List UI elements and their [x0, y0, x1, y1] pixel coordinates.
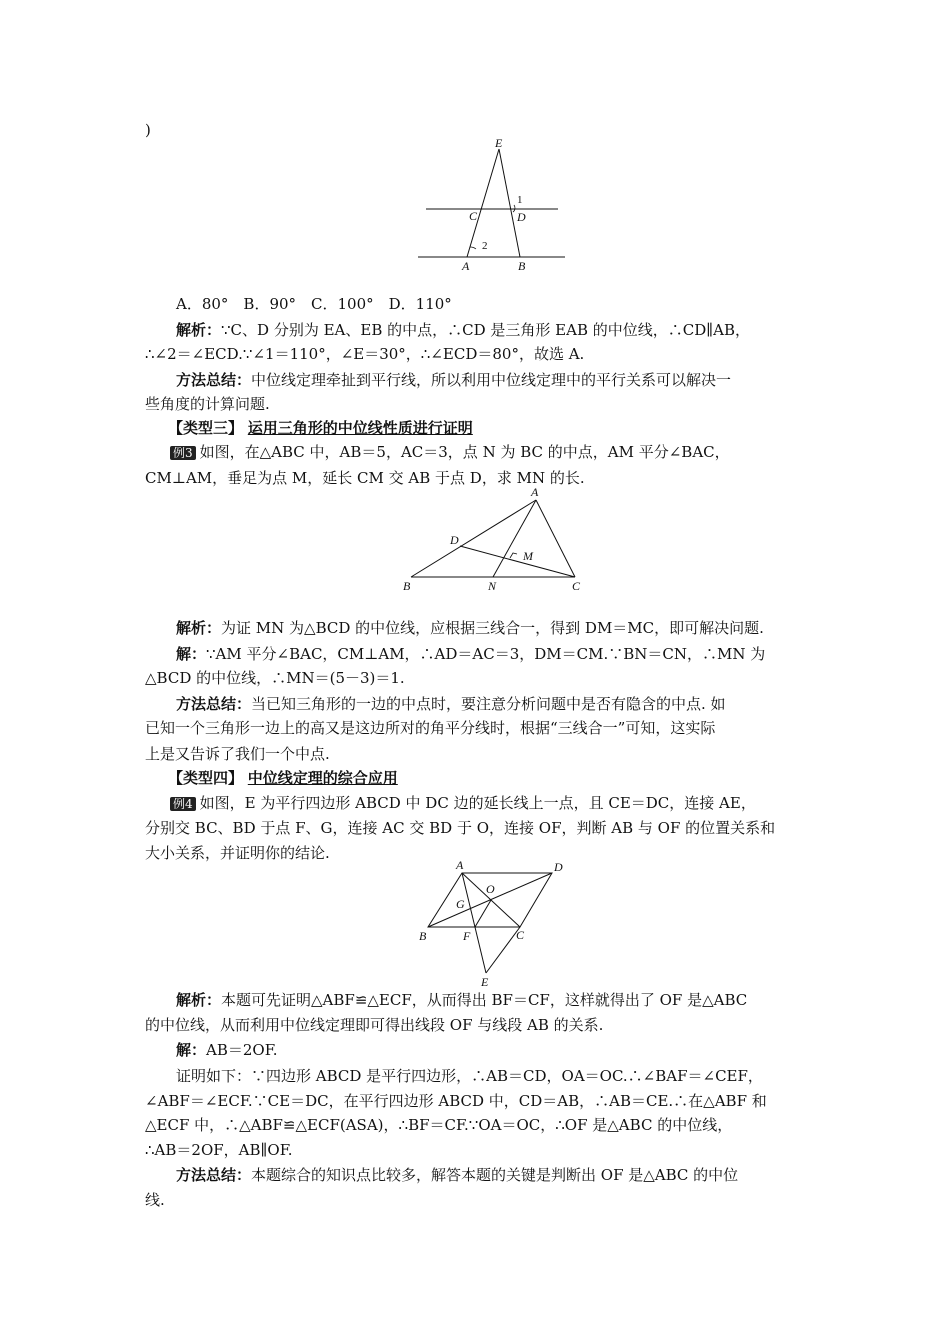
summary-1-line2: 些角度的计算问题. [145, 395, 270, 413]
segment-DC [460, 546, 575, 577]
type4-bracket: 【类型四】 [168, 769, 244, 787]
label-C: C [516, 928, 525, 942]
type3-title: 运用三角形的中位线性质进行证明 [247, 419, 473, 437]
segment-AB [411, 500, 536, 577]
summary-2-text: 当已知三角形的一边的中点时，要注意分析问题中是否有隐含的中点. 如 [251, 695, 726, 713]
segment-AN [493, 500, 536, 577]
proof-line3: △ECF 中，∴△ABF≌△ECF(ASA)，∴BF＝CF.∵OA＝OC，∴OF 是△ABC 的中位线， [145, 1116, 733, 1134]
label-E: E [495, 136, 503, 150]
label-C: C [572, 579, 581, 593]
analysis-label: 解析： [176, 321, 222, 339]
analysis-1-line2: ∴∠2＝∠ECD.∵∠1＝110°，∠E＝30°，∴∠ECD＝80°，故选 A. [145, 345, 585, 363]
summary-2-line3: 上是又告诉了我们一个中点. [145, 745, 330, 763]
angle-2-arc [470, 247, 476, 249]
summary-label: 方法总结： [176, 695, 252, 713]
summary-3 [176, 1165, 836, 1185]
summary-1 [176, 370, 836, 390]
label-B: B [518, 259, 526, 273]
summary-2 [176, 694, 836, 714]
analysis-3-text: 本题可先证明△ABF≌△ECF，从而得出 BF＝CF，这样就得出了 OF 是△ABC [221, 991, 748, 1009]
label-F: F [463, 929, 471, 943]
type4-title: 中位线定理的综合应用 [247, 769, 398, 787]
solution-2 [176, 644, 836, 664]
solution-label: 解： [176, 1041, 207, 1059]
section-type4 [168, 768, 828, 788]
section-type3 [168, 418, 828, 438]
summary-2-line2: 已知一个三角形一边上的高又是这边所对的角平分线时，根据“三线合一”可知，这实际 [145, 719, 716, 737]
example-4-line3: 大小关系，并证明你的结论. [145, 844, 330, 862]
proof-line4: ∴AB＝2OF，AB∥OF. [145, 1141, 293, 1159]
label-G: G [456, 897, 465, 911]
label-A: A [531, 485, 539, 499]
label-B: B [403, 579, 411, 593]
segment-CE [486, 927, 520, 973]
analysis-3-line2: 的中位线，从而利用中位线定理即可得出线段 OF 与线段 AB 的关系. [145, 1016, 604, 1034]
segment-AC [536, 500, 575, 577]
figure-parallelogram [410, 855, 570, 990]
analysis-3 [176, 990, 836, 1010]
solution-label: 解： [176, 645, 207, 663]
right-angle-mark [510, 553, 517, 558]
example-3-badge: 例3 [170, 446, 196, 460]
label-D: D [517, 210, 526, 224]
answer-choices: A．80° B．90° C．100° D．110° [176, 295, 452, 313]
analysis-2-text: 为证 MN 为△BCD 的中位线，应根据三线合一，得到 DM＝MC，即可解决问题. [221, 619, 764, 637]
summary-3-line2: 线. [145, 1191, 165, 1209]
label-D: D [554, 860, 563, 874]
label-M: M [523, 549, 533, 563]
proof-line2: ∠ABF＝∠ECF.∵CE＝DC，在平行四边形 ABCD 中，CD＝AB，∴AB＝CE.∴在△ABF 和 [145, 1092, 767, 1110]
solution-2-text: ∵AM 平分∠BAC，CM⊥AM，∴AD＝AC＝3，DM＝CM.∵BN＝CN，∴MN 为 [206, 645, 766, 663]
label-N: N [488, 579, 497, 593]
label-D: D [450, 533, 459, 547]
answer-3 [176, 1040, 836, 1060]
example-3 [170, 442, 830, 462]
analysis-label: 解析： [176, 619, 222, 637]
label-E: E [481, 975, 489, 989]
summary-1-text: 中位线定理牵扯到平行线，所以利用中位线定理中的平行关系可以解决一 [251, 371, 732, 389]
example-4-text: 如图，E 为平行四边形 ABCD 中 DC 边的延长线上一点，且 CE＝DC，连接 AE， [199, 794, 756, 812]
label-1: 1 [517, 194, 523, 206]
solution-2-line2: △BCD 的中位线，∴MN＝(5－3)＝1. [145, 669, 405, 687]
figure-triangle-median [395, 484, 595, 596]
label-A: A [456, 858, 464, 872]
segment-OF [475, 900, 491, 927]
summary-label: 方法总结： [176, 371, 252, 389]
segment-AE [462, 873, 486, 973]
analysis-2 [176, 618, 836, 638]
summary-label: 方法总结： [176, 1166, 252, 1184]
proof-line1: 证明如下：∵四边形 ABCD 是平行四边形，∴AB＝CD，OA＝OC.∴∠BAF＝∠CEF， [176, 1067, 763, 1085]
analysis-1-text: ∵C、D 分别为 EA、EB 的中点，∴CD 是三角形 EAB 的中位线，∴CD∥AB， [221, 321, 751, 339]
example-4-badge: 例4 [170, 797, 196, 811]
example-3-line2: CM⊥AM，垂足为点 M，延长 CM 交 AB 于点 D，求 MN 的长. [145, 469, 585, 487]
label-A: A [462, 259, 470, 273]
example-4-line2: 分别交 BC、BD 于点 F、G，连接 AC 交 BD 于 O，连接 OF，判断 AB 与 OF 的位置关系和 [145, 819, 776, 837]
figure-triangle-parallel-lines [410, 135, 570, 275]
type3-bracket: 【类型三】 [168, 419, 244, 437]
analysis-1 [176, 320, 836, 340]
summary-3-text: 本题综合的知识点比较多，解答本题的关键是判断出 OF 是△ABC 的中位 [251, 1166, 739, 1184]
label-C: C [469, 209, 478, 223]
label-2: 2 [482, 240, 488, 252]
leading-paren: ) [145, 121, 151, 139]
analysis-label: 解析： [176, 991, 222, 1009]
label-B: B [419, 929, 427, 943]
label-O: O [486, 882, 495, 896]
example-4 [170, 793, 830, 813]
answer-3-text: AB＝2OF. [206, 1041, 278, 1059]
example-3-text: 如图，在△ABC 中，AB＝5，AC＝3，点 N 为 BC 的中点，AM 平分∠BAC， [199, 443, 730, 461]
